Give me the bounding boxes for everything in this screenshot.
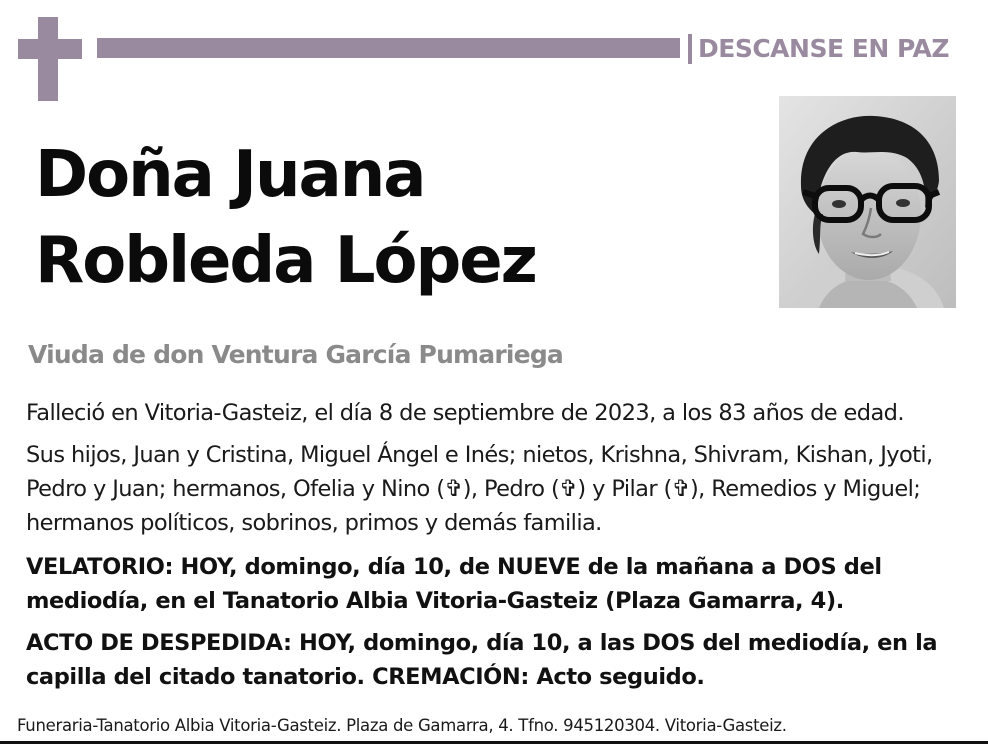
footer-rule xyxy=(0,741,988,744)
family-list: Sus hijos, Juan y Cristina, Miguel Ángel e Inés; nietos, Krishna, Shivram, Kishan, Jyoti, Pedro y Juan; hermanos, Ofelia y Nino (✞), Pedro (✞) y Pilar (✞), Remedios y Miguel; hermanos políticos, sobrinos, primos y demás familia. xyxy=(26,442,933,536)
widow-subtitle: Viuda de don Ventura García Pumariega xyxy=(28,340,564,369)
rip-label: DESCANSE EN PAZ xyxy=(688,34,988,64)
name-line-1: Doña Juana xyxy=(35,138,425,212)
name-line-2: Robleda López xyxy=(35,224,536,298)
wake-details: VELATORIO: HOY, domingo, día 10, de NUEVE de la mañana a DOS del mediodía, en el Tanatorio Albia Vitoria-Gasteiz (Plaza Gamarra, 4). xyxy=(26,554,882,614)
cross-icon xyxy=(18,17,82,101)
farewell-details: ACTO DE DESPEDIDA: HOY, domingo, día 10, a las DOS del mediodía, en la capilla del citado tanatorio. CREMACIÓN: Acto seguido. xyxy=(26,630,938,690)
funeral-home-footer: Funeraria-Tanatorio Albia Vitoria-Gasteiz. Plaza de Gamarra, 4. Tfno. 945120304. Vitoria-Gasteiz. xyxy=(17,716,787,735)
portrait-photo xyxy=(779,96,956,308)
deceased-name xyxy=(35,132,755,304)
header-rule xyxy=(97,38,680,58)
death-announcement: Falleció en Vitoria-Gasteiz, el día 8 de septiembre de 2023, a los 83 años de edad. xyxy=(26,400,904,426)
